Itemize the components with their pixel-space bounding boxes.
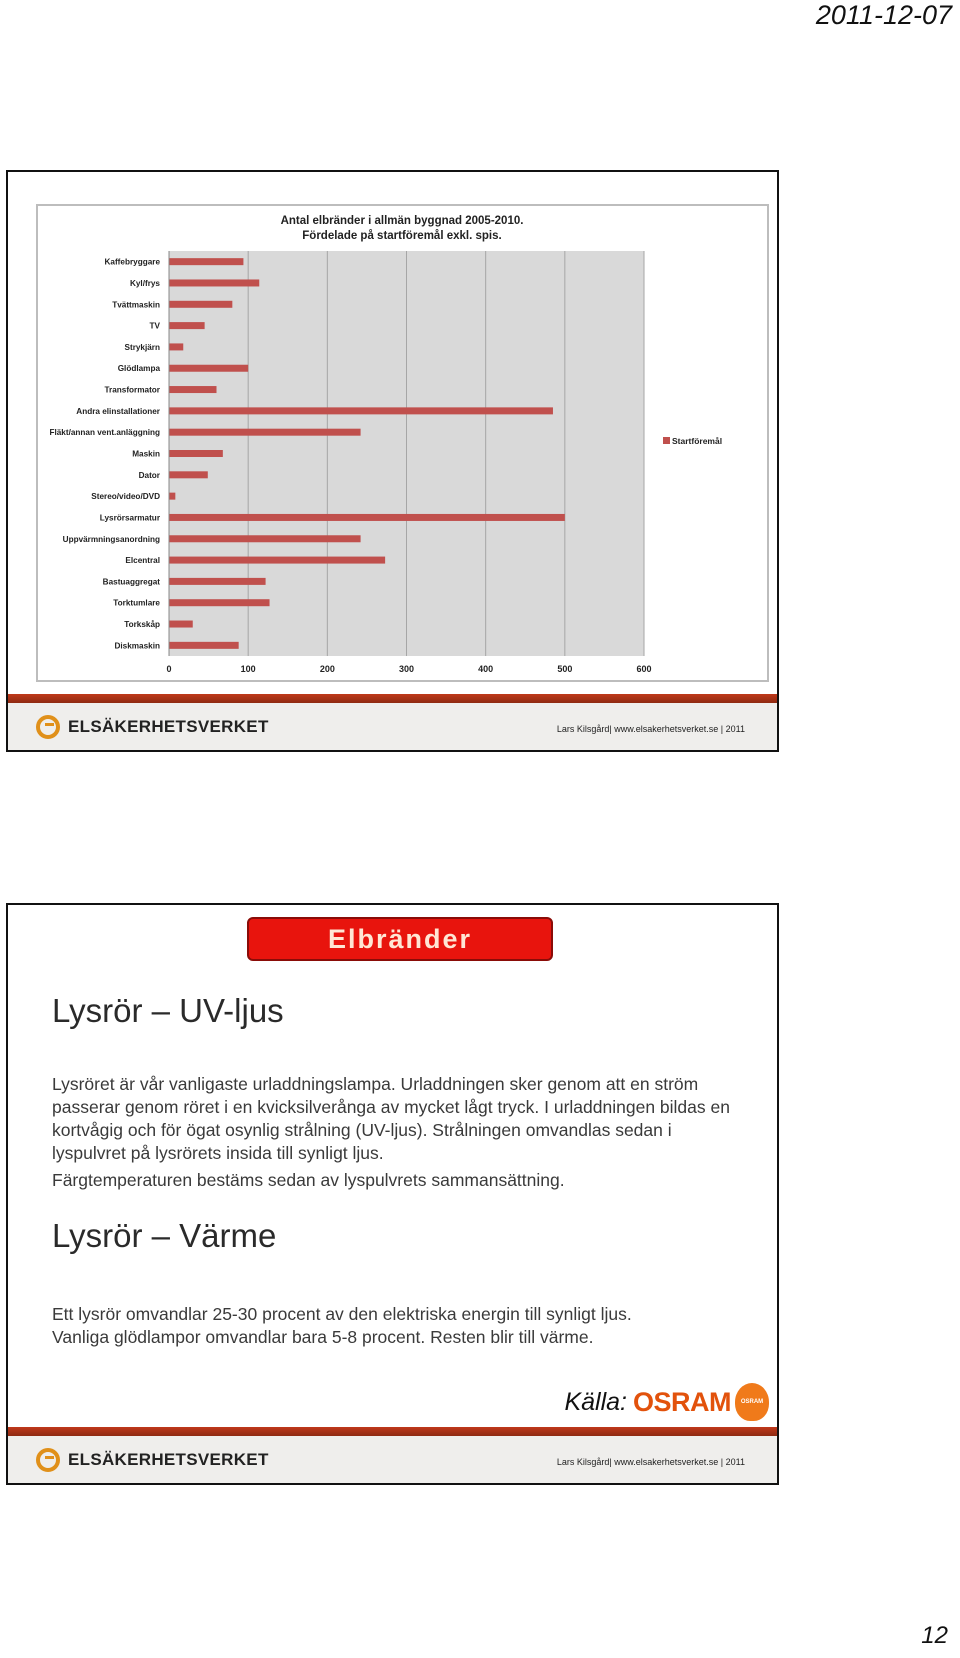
chart-title: Antal elbränder i allmän byggnad 2005-2010. bbox=[280, 215, 524, 227]
elsakerhetsverket-logo bbox=[36, 714, 269, 740]
category-label: Bastuaggregat bbox=[102, 577, 160, 587]
category-label: Uppvärmningsanordning bbox=[62, 534, 160, 544]
slide-footer bbox=[8, 1427, 777, 1483]
osram-logo-text: OSRAM bbox=[633, 1386, 731, 1417]
heading-heat: Lysrör – Värme bbox=[52, 1217, 277, 1254]
bar bbox=[169, 557, 385, 564]
logo-mark-icon bbox=[36, 715, 60, 739]
chart-frame bbox=[36, 204, 769, 682]
paragraph-heat: Ett lysrör omvandlar 25-30 procent av den elektriska energin till synligt ljus. Vanliga glödlampor omvandlar bara 5-8 procent. Resten blir till värme. bbox=[52, 1304, 632, 1347]
x-tick-label: 500 bbox=[557, 664, 573, 674]
page-number: 12 bbox=[921, 1622, 948, 1649]
category-label: Transformator bbox=[104, 385, 160, 395]
source-label: Källa: bbox=[564, 1387, 627, 1416]
category-label: Torktumlare bbox=[113, 598, 160, 608]
footer-credit: Lars Kilsgård| www.elsakerhetsverket.se | 2011 bbox=[556, 724, 745, 734]
category-label: TV bbox=[149, 321, 160, 331]
bar bbox=[169, 514, 565, 521]
bar bbox=[169, 429, 361, 436]
category-label: Tvättmaskin bbox=[112, 300, 160, 310]
footer-stripe bbox=[8, 694, 777, 703]
bar bbox=[169, 365, 248, 372]
x-tick-label: 400 bbox=[478, 664, 494, 674]
bar bbox=[169, 493, 175, 500]
bar bbox=[169, 386, 217, 393]
page-date: 2011-12-07 bbox=[815, 0, 952, 30]
category-label: Kaffebryggare bbox=[104, 257, 160, 267]
banner-text: Elbränder bbox=[327, 923, 473, 954]
logo-mark-icon bbox=[36, 1448, 60, 1472]
paragraph-uv: Lysröret är vår vanligaste urladdningslampa. Urladdningen sker genom att en ström passerar genom röret i en kvicksilverånga av mycket lågt tryck. I urladdningen bildas en kortvågig och för ögat osynlig strålning (UV-ljus). Strålningen omvandlas sedan i lyspulvret på lysrörets insida till synligt ljus. bbox=[52, 1074, 730, 1163]
category-label: Fläkt/annan vent.anläggning bbox=[49, 428, 160, 438]
heading-uv: Lysrör – UV-ljus bbox=[52, 992, 284, 1029]
bar bbox=[169, 599, 270, 606]
paragraph-color-temp: Färgtemperaturen bestäms sedan av lyspulvrets sammansättning. bbox=[52, 1170, 565, 1190]
category-label: Diskmaskin bbox=[114, 641, 160, 651]
bar bbox=[169, 642, 239, 649]
title-banner bbox=[247, 917, 553, 961]
footer-stripe bbox=[8, 1427, 777, 1436]
footer-credit: Lars Kilsgård| www.elsakerhetsverket.se | 2011 bbox=[556, 1457, 745, 1467]
bar bbox=[169, 578, 266, 585]
bar bbox=[169, 322, 205, 329]
elsakerhetsverket-logo bbox=[36, 1447, 269, 1473]
logo-text: ELSÄKERHETSVERKET bbox=[68, 717, 269, 736]
x-tick-label: 600 bbox=[636, 664, 652, 674]
x-tick-label: 100 bbox=[240, 664, 256, 674]
osram-bulb-text: OSRAM bbox=[740, 1399, 764, 1405]
category-label: Dator bbox=[138, 470, 160, 480]
bar bbox=[169, 535, 361, 542]
bar bbox=[169, 621, 193, 628]
category-label: Kyl/frys bbox=[129, 278, 160, 288]
bar bbox=[169, 407, 553, 414]
bar bbox=[169, 301, 232, 308]
chart-legend bbox=[663, 436, 722, 446]
bar bbox=[169, 279, 259, 286]
bar bbox=[169, 450, 223, 457]
slide-text bbox=[6, 903, 779, 1485]
category-label: Andra elinstallationer bbox=[76, 406, 160, 416]
bar bbox=[169, 343, 183, 350]
bar-chart bbox=[38, 206, 767, 680]
bar bbox=[169, 258, 243, 265]
legend-label: Startföremål bbox=[672, 436, 723, 446]
chart-subtitle: Fördelade på startföremål exkl. spis. bbox=[302, 230, 502, 242]
slide-chart bbox=[6, 170, 779, 752]
x-tick-label: 300 bbox=[398, 664, 415, 674]
source-attribution bbox=[564, 1383, 769, 1421]
category-label: Strykjärn bbox=[124, 342, 160, 352]
category-label: Torkskåp bbox=[124, 620, 160, 630]
category-label: Glödlampa bbox=[117, 364, 160, 374]
category-label: Elcentral bbox=[125, 556, 160, 566]
x-tick-label: 0 bbox=[166, 664, 172, 674]
category-label: Stereo/video/DVD bbox=[91, 492, 160, 502]
logo-text: ELSÄKERHETSVERKET bbox=[68, 1450, 269, 1469]
plot-area bbox=[49, 251, 651, 674]
x-tick-label: 200 bbox=[319, 664, 335, 674]
legend-swatch bbox=[663, 437, 670, 444]
category-label: Lysrörsarmatur bbox=[99, 513, 160, 523]
slide-footer bbox=[8, 694, 777, 750]
bar bbox=[169, 471, 208, 478]
osram-bulb-icon bbox=[735, 1383, 769, 1421]
category-label: Maskin bbox=[132, 449, 160, 459]
